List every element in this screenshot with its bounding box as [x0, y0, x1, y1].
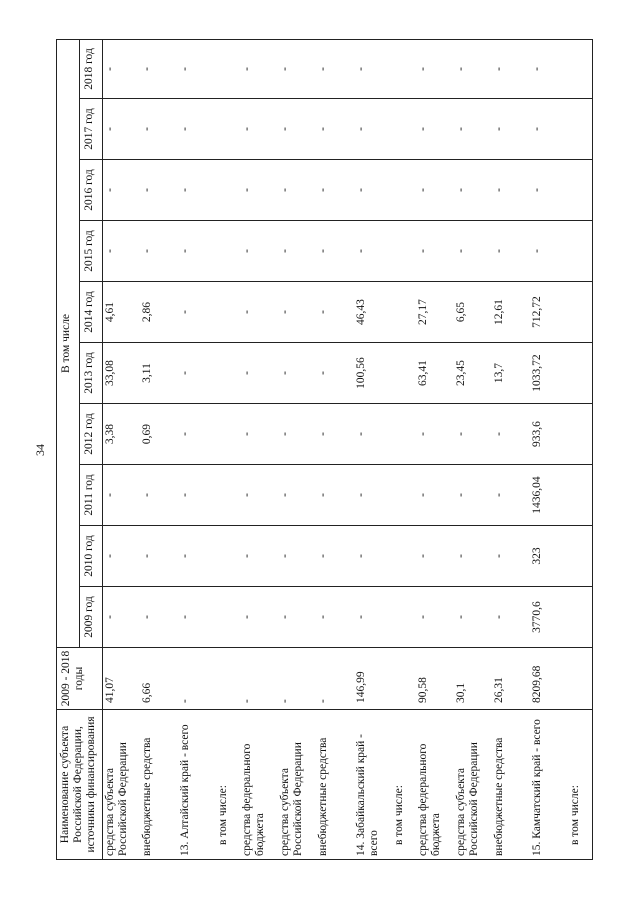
- row-total: -: [278, 648, 316, 710]
- row-value-year: -: [278, 465, 316, 526]
- row-value-year: -: [102, 39, 140, 98]
- row-total: -: [240, 648, 278, 710]
- row-value-year: -: [178, 221, 216, 282]
- row-value-year: -: [278, 39, 316, 98]
- table-row: [530, 39, 568, 859]
- row-value-year: -: [316, 282, 354, 343]
- row-value-year: [568, 160, 592, 221]
- table-row: [454, 39, 492, 859]
- row-total: [216, 648, 240, 710]
- row-value-year: -: [316, 587, 354, 648]
- row-value-year: [216, 282, 240, 343]
- row-value-year: -: [530, 221, 568, 282]
- row-value-year: -: [454, 221, 492, 282]
- row-value-year: -: [140, 221, 178, 282]
- row-value-year: 12,61: [492, 282, 530, 343]
- row-value-year: -: [178, 343, 216, 404]
- row-value-year: -: [454, 404, 492, 465]
- row-value-year: -: [240, 343, 278, 404]
- row-value-year: 6,65: [454, 282, 492, 343]
- table-row: [492, 39, 530, 859]
- header-year: 2014 год: [79, 282, 102, 343]
- row-value-year: -: [454, 160, 492, 221]
- row-value-year: -: [316, 404, 354, 465]
- page-number: 34: [33, 444, 47, 456]
- row-total: -: [178, 648, 216, 710]
- table-row: [102, 39, 140, 859]
- row-value-year: -: [102, 587, 140, 648]
- table-row: [178, 39, 216, 859]
- row-value-year: [392, 282, 416, 343]
- row-value-year: [216, 343, 240, 404]
- row-name: в том числе:: [392, 710, 416, 860]
- row-value-year: [568, 282, 592, 343]
- row-value-year: -: [240, 404, 278, 465]
- row-value-year: [216, 587, 240, 648]
- table-row: [216, 39, 240, 859]
- row-total: 30,1: [454, 648, 492, 710]
- row-total: -: [316, 648, 354, 710]
- row-value-year: -: [240, 160, 278, 221]
- header-year: 2010 год: [79, 526, 102, 587]
- row-value-year: -: [140, 39, 178, 98]
- header-year: 2009 год: [79, 587, 102, 648]
- row-value-year: -: [454, 526, 492, 587]
- row-value-year: -: [178, 282, 216, 343]
- row-value-year: -: [416, 221, 454, 282]
- row-total: 146,99: [354, 648, 392, 710]
- row-value-year: [568, 465, 592, 526]
- table-row: [354, 39, 392, 859]
- row-value-year: -: [416, 160, 454, 221]
- table-row: [568, 39, 592, 859]
- row-name: 13. Алтайский край - всего: [178, 710, 216, 860]
- row-value-year: [216, 160, 240, 221]
- financing-table: [56, 39, 593, 860]
- row-value-year: -: [278, 282, 316, 343]
- row-value-year: -: [316, 343, 354, 404]
- row-value-year: -: [492, 221, 530, 282]
- row-value-year: 27,17: [416, 282, 454, 343]
- row-value-year: 4,61: [102, 282, 140, 343]
- row-value-year: -: [316, 221, 354, 282]
- header-name: Наименование субъекта Российской Федерации, источники финансирования: [57, 710, 103, 860]
- row-value-year: -: [240, 526, 278, 587]
- row-name: в том числе:: [216, 710, 240, 860]
- row-value-year: -: [354, 526, 392, 587]
- row-total: 90,58: [416, 648, 454, 710]
- row-value-year: -: [278, 99, 316, 160]
- row-total: 41,07: [102, 648, 140, 710]
- row-value-year: -: [492, 39, 530, 98]
- row-value-year: -: [454, 465, 492, 526]
- row-value-year: [216, 465, 240, 526]
- row-name: 14. Забайкальский край - всего: [354, 710, 392, 860]
- row-value-year: 13,7: [492, 343, 530, 404]
- row-total: 6,66: [140, 648, 178, 710]
- row-value-year: -: [454, 99, 492, 160]
- row-value-year: -: [354, 221, 392, 282]
- header-year: 2015 год: [79, 221, 102, 282]
- row-value-year: -: [530, 160, 568, 221]
- row-value-year: 1436,04: [530, 465, 568, 526]
- row-value-year: [568, 221, 592, 282]
- row-value-year: [392, 587, 416, 648]
- row-name: внебюджетные средства: [492, 710, 530, 860]
- row-value-year: [216, 404, 240, 465]
- row-value-year: [392, 526, 416, 587]
- row-value-year: -: [316, 160, 354, 221]
- row-value-year: 1033,72: [530, 343, 568, 404]
- row-value-year: [216, 99, 240, 160]
- header-year: 2012 год: [79, 404, 102, 465]
- row-value-year: -: [102, 221, 140, 282]
- row-value-year: [568, 587, 592, 648]
- row-value-year: -: [316, 465, 354, 526]
- row-value-year: -: [140, 465, 178, 526]
- row-value-year: -: [354, 160, 392, 221]
- row-value-year: -: [240, 99, 278, 160]
- header-year: 2017 год: [79, 99, 102, 160]
- row-value-year: [392, 99, 416, 160]
- row-value-year: -: [492, 465, 530, 526]
- row-total: 26,31: [492, 648, 530, 710]
- row-value-year: -: [278, 526, 316, 587]
- row-value-year: -: [140, 160, 178, 221]
- row-value-year: -: [102, 160, 140, 221]
- row-value-year: -: [178, 39, 216, 98]
- row-value-year: -: [278, 404, 316, 465]
- row-value-year: -: [140, 99, 178, 160]
- row-value-year: -: [354, 99, 392, 160]
- row-value-year: -: [240, 587, 278, 648]
- row-value-year: -: [178, 160, 216, 221]
- row-value-year: -: [530, 99, 568, 160]
- row-value-year: -: [492, 99, 530, 160]
- row-value-year: -: [416, 404, 454, 465]
- table-row: [140, 39, 178, 859]
- row-value-year: 0,69: [140, 404, 178, 465]
- row-value-year: [216, 39, 240, 98]
- row-value-year: -: [316, 39, 354, 98]
- row-value-year: -: [102, 99, 140, 160]
- row-total: 8209,68: [530, 648, 568, 710]
- row-value-year: -: [316, 99, 354, 160]
- table-body: [102, 39, 592, 859]
- row-value-year: [392, 39, 416, 98]
- row-value-year: 2,86: [140, 282, 178, 343]
- row-value-year: -: [140, 526, 178, 587]
- row-value-year: -: [354, 404, 392, 465]
- row-value-year: -: [102, 526, 140, 587]
- row-value-year: 3,38: [102, 404, 140, 465]
- row-value-year: -: [492, 404, 530, 465]
- row-name: средства федерального бюджета: [416, 710, 454, 860]
- row-value-year: -: [416, 39, 454, 98]
- row-value-year: -: [278, 221, 316, 282]
- row-value-year: [392, 160, 416, 221]
- row-value-year: [568, 343, 592, 404]
- row-value-year: [568, 404, 592, 465]
- row-value-year: -: [278, 587, 316, 648]
- row-value-year: 933,6: [530, 404, 568, 465]
- row-value-year: 712,72: [530, 282, 568, 343]
- row-value-year: -: [492, 160, 530, 221]
- table-row: [240, 39, 278, 859]
- document-code: [0, 804, 1, 828]
- row-name: внебюджетные средства: [140, 710, 178, 860]
- row-name: средства федерального бюджета: [240, 710, 278, 860]
- row-value-year: 3,11: [140, 343, 178, 404]
- row-value-year: -: [416, 526, 454, 587]
- header-year: 2016 год: [79, 160, 102, 221]
- row-value-year: [568, 99, 592, 160]
- row-value-year: [392, 221, 416, 282]
- row-value-year: [392, 404, 416, 465]
- row-value-year: 33,08: [102, 343, 140, 404]
- row-total: [392, 648, 416, 710]
- row-value-year: -: [178, 526, 216, 587]
- row-value-year: -: [416, 99, 454, 160]
- row-name: средства субъекта Российской Федерации: [102, 710, 140, 860]
- row-value-year: -: [240, 39, 278, 98]
- row-value-year: -: [178, 465, 216, 526]
- row-value-year: -: [240, 282, 278, 343]
- header-group: В том числе: [57, 39, 80, 647]
- row-value-year: [568, 526, 592, 587]
- row-value-year: [392, 465, 416, 526]
- row-value-year: -: [240, 221, 278, 282]
- row-value-year: -: [416, 465, 454, 526]
- row-value-year: -: [316, 526, 354, 587]
- row-name: 15. Камчатский край - всего: [530, 710, 568, 860]
- row-total: [568, 648, 592, 710]
- row-value-year: 63,41: [416, 343, 454, 404]
- header-year: 2018 год: [79, 39, 102, 98]
- table-row: [416, 39, 454, 859]
- row-value-year: -: [178, 99, 216, 160]
- row-value-year: [216, 526, 240, 587]
- table-row: [278, 39, 316, 859]
- row-value-year: -: [354, 465, 392, 526]
- row-value-year: -: [454, 39, 492, 98]
- row-value-year: -: [454, 587, 492, 648]
- row-value-year: [392, 343, 416, 404]
- row-name: средства субъекта Российской Федерации: [278, 710, 316, 860]
- header-total: 2009 - 2018 годы: [57, 648, 103, 710]
- row-value-year: -: [178, 587, 216, 648]
- table-row: [316, 39, 354, 859]
- row-value-year: -: [416, 587, 454, 648]
- row-value-year: -: [102, 465, 140, 526]
- row-value-year: -: [354, 587, 392, 648]
- row-name: средства субъекта Российской Федерации: [454, 710, 492, 860]
- row-value-year: 323: [530, 526, 568, 587]
- rotated-table-container: [56, 40, 616, 860]
- row-value-year: -: [354, 39, 392, 98]
- row-value-year: 3770,6: [530, 587, 568, 648]
- header-year: 2011 год: [79, 465, 102, 526]
- row-value-year: [216, 221, 240, 282]
- row-value-year: -: [178, 404, 216, 465]
- row-value-year: -: [140, 587, 178, 648]
- row-name: в том числе:: [568, 710, 592, 860]
- header-year: 2013 год: [79, 343, 102, 404]
- row-value-year: -: [492, 587, 530, 648]
- row-value-year: -: [240, 465, 278, 526]
- row-value-year: 23,45: [454, 343, 492, 404]
- row-value-year: -: [278, 160, 316, 221]
- row-value-year: 46,43: [354, 282, 392, 343]
- row-value-year: 100,56: [354, 343, 392, 404]
- row-value-year: -: [492, 526, 530, 587]
- table-row: [392, 39, 416, 859]
- row-value-year: -: [278, 343, 316, 404]
- row-name: внебюджетные средства: [316, 710, 354, 860]
- row-value-year: -: [530, 39, 568, 98]
- row-value-year: [568, 39, 592, 98]
